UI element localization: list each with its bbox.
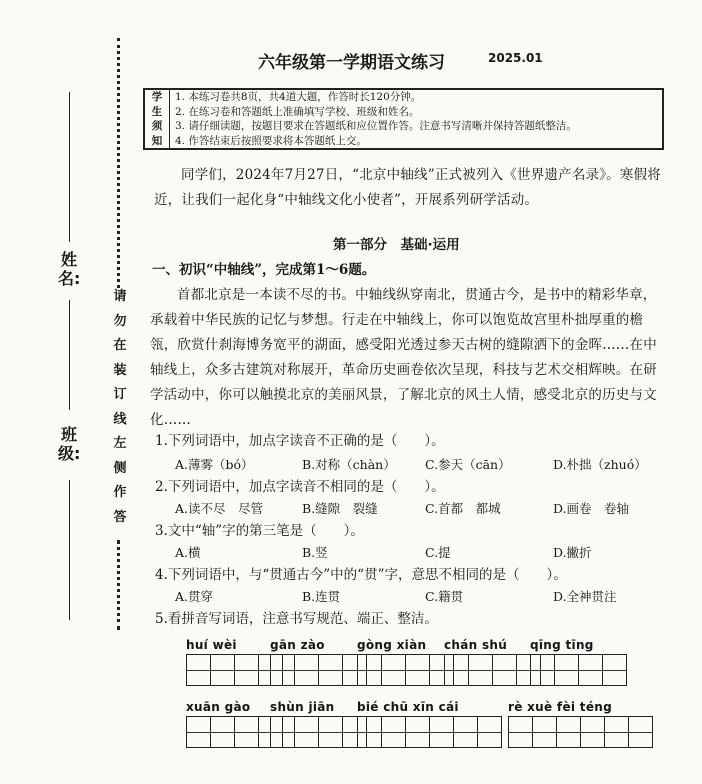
writing-cell[interactable] — [603, 655, 627, 685]
question-option[interactable]: B.竖 — [302, 545, 328, 560]
writing-cell[interactable] — [211, 655, 235, 685]
writing-cell[interactable] — [358, 655, 382, 685]
question-stem: 4.下列词语中，与“贯通古今”中的“贯”字，意思不相同的是（ ）。 — [155, 567, 567, 583]
notice-heading — [145, 90, 170, 148]
writing-cell[interactable] — [271, 717, 295, 747]
writing-cell[interactable] — [235, 655, 259, 685]
writing-grid[interactable] — [357, 654, 454, 686]
writing-grid[interactable] — [357, 716, 502, 748]
question-option[interactable]: D.全神贯注 — [553, 589, 617, 604]
binding-warning-char: 订 — [113, 387, 127, 402]
writing-cell[interactable] — [493, 655, 517, 685]
question-option[interactable]: D.朴拙（zhuó） — [553, 457, 647, 472]
writing-cell[interactable] — [319, 655, 343, 685]
writing-cell[interactable] — [629, 717, 653, 747]
pinyin-text: xuān gào — [186, 700, 251, 714]
writing-cell[interactable] — [469, 655, 493, 685]
binding-warning-char: 侧 — [113, 460, 127, 476]
notice-box — [143, 88, 664, 150]
question-option[interactable]: D.画卷 卷轴 — [553, 501, 630, 516]
notice-heading-char: 学 — [151, 91, 163, 103]
binding-warning-char: 答 — [113, 509, 127, 525]
binding-warning-char: 在 — [113, 338, 127, 353]
pinyin-text: rè xuè fèi téng — [508, 700, 612, 714]
pinyin-text: qīng tīng — [530, 638, 594, 652]
question-option[interactable]: D.撇折 — [553, 545, 592, 560]
writing-grid[interactable] — [270, 716, 367, 748]
question-option[interactable]: C.籍贯 — [425, 589, 464, 604]
notice-heading-char: 须 — [151, 120, 163, 132]
question-stem: 5.看拼音写词语，注意书写规范、端正、整洁。 — [155, 611, 438, 627]
binding-warning-char: 左 — [113, 436, 127, 451]
pinyin-item — [357, 700, 502, 748]
question-option[interactable]: A.读不尽 尽管 — [175, 501, 264, 516]
pinyin-text: shùn jiān — [270, 700, 335, 714]
notice-heading-char: 知 — [151, 134, 163, 147]
writing-cell[interactable] — [211, 717, 235, 747]
writing-cell[interactable] — [358, 717, 382, 747]
pinyin-item — [270, 638, 367, 686]
pinyin-text: gòng xiàn — [357, 638, 427, 652]
writing-grid[interactable] — [186, 654, 283, 686]
writing-cell[interactable] — [533, 717, 557, 747]
binding-warning-char: 作 — [113, 485, 127, 500]
writing-grid[interactable] — [444, 654, 541, 686]
writing-cell[interactable] — [382, 655, 406, 685]
writing-cell[interactable] — [454, 717, 478, 747]
writing-cell[interactable] — [319, 717, 343, 747]
question-option[interactable]: B.缝隙 裂缝 — [302, 501, 378, 516]
writing-cell[interactable] — [579, 655, 603, 685]
binding-warning — [110, 285, 130, 530]
writing-cell[interactable] — [445, 655, 469, 685]
pinyin-item — [357, 638, 454, 686]
writing-cell[interactable] — [382, 717, 406, 747]
binding-warning-char: 勿 — [113, 313, 127, 329]
pinyin-item — [186, 638, 283, 686]
writing-cell[interactable] — [295, 717, 319, 747]
writing-grid[interactable] — [186, 716, 283, 748]
part-title: 第一部分 基础·运用 — [333, 237, 460, 253]
question-stem: 2.下列词语中，加点字读音不相同的是（ ）。 — [155, 479, 445, 495]
pinyin-text: huí wèi — [186, 638, 237, 652]
pinyin-text: bié chū xīn cái — [357, 700, 459, 714]
question-option[interactable]: A.贯穿 — [175, 589, 214, 604]
notice-rules — [175, 90, 658, 148]
writing-cell[interactable] — [406, 717, 430, 747]
binding-warning-char: 线 — [113, 411, 127, 427]
writing-grid[interactable] — [270, 654, 367, 686]
writing-grid[interactable] — [508, 716, 653, 748]
question-option[interactable]: A.薄雾（bó） — [175, 457, 254, 472]
writing-cell[interactable] — [531, 655, 555, 685]
name-underline — [69, 92, 70, 242]
name-label: 姓名: — [58, 250, 81, 288]
writing-cell[interactable] — [581, 717, 605, 747]
writing-cell[interactable] — [187, 655, 211, 685]
pinyin-item — [508, 700, 653, 748]
notice-rule: 1. 本练习卷共8页，共4道大题，作答时长120分钟。 — [175, 91, 422, 103]
notice-rule: 2. 在练习卷和答题纸上准确填写学校、班级和姓名。 — [175, 105, 420, 118]
writing-cell[interactable] — [187, 717, 211, 747]
pinyin-text: gān zào — [270, 638, 325, 652]
page-title: 六年级第一学期语文练习 — [258, 53, 445, 73]
section-heading: 一、初识“中轴线”，完成第1～6题。 — [152, 262, 376, 278]
writing-cell[interactable] — [557, 717, 581, 747]
pinyin-item — [270, 700, 367, 748]
question-option[interactable]: C.首都 都城 — [425, 501, 501, 516]
writing-cell[interactable] — [605, 717, 629, 747]
writing-cell[interactable] — [295, 655, 319, 685]
binding-warning-char: 请 — [113, 289, 127, 304]
pinyin-item — [186, 700, 283, 748]
pinyin-item — [444, 638, 541, 686]
question-option[interactable]: A.横 — [175, 545, 201, 560]
writing-cell[interactable] — [235, 717, 259, 747]
writing-cell[interactable] — [555, 655, 579, 685]
question-option[interactable]: C.提 — [425, 545, 451, 560]
class-label: 班级: — [58, 425, 81, 463]
question-stem: 1.下列词语中，加点字读音不正确的是（ ）。 — [155, 433, 445, 449]
writing-cell[interactable] — [271, 655, 295, 685]
class-underline — [69, 300, 70, 410]
binding-warning-char: 装 — [113, 362, 127, 378]
notice-rule: 4. 作答结束后按照要求将本答题纸上交。 — [175, 134, 367, 147]
notice-rule: 3. 请仔细读题，按题目要求在答题纸和应位置作答。注意书写清晰并保持答题纸整洁。 — [175, 120, 577, 132]
notice-heading-char: 生 — [151, 105, 163, 118]
writing-cell[interactable] — [509, 717, 533, 747]
reading-passage: 首都北京是一本读不尽的书。中轴线纵穿南北，贯通古今，是书中的精彩华章，承载着中华民族的记忆与梦想。行走在中轴线上，你可以饱览故宫里朴拙厚重的檐瓴，欣赏什刹海博务宽平的湖面，感受阳光透过参天古树的缝隙洒下的金晖……在中轴线上，众多古建筑对称展开，革命历史画卷依次呈现，科技与艺术交相辉映。在研学活动中，你可以触摸北京的美丽风景，了解北京的风土人情，感受北京的历史与文化…… — [150, 287, 657, 428]
pinyin-item — [530, 638, 627, 686]
writing-cell[interactable] — [406, 655, 430, 685]
binding-line-bottom — [117, 540, 120, 630]
intro-paragraph: 同学们，2024年7月27日，“北京中轴线”正式被列入《世界遗产名录》。寒假将近，让我们一起化身“中轴线文化小使者”，开展系列研学活动。 — [154, 167, 661, 208]
exam-date: 2025.01 — [488, 51, 543, 65]
class-underline-lower — [69, 480, 70, 620]
question-stem: 3.文中“轴”字的第三笔是（ ）。 — [155, 523, 364, 539]
pinyin-text: chán shú — [444, 638, 508, 652]
question-option[interactable]: C.参天（cān） — [425, 457, 511, 472]
question-option[interactable]: B.连贯 — [302, 589, 341, 604]
question-option[interactable]: B.对称（chàn） — [302, 457, 396, 472]
writing-cell[interactable] — [430, 717, 454, 747]
binding-line-top — [117, 38, 120, 288]
writing-cell[interactable] — [478, 717, 502, 747]
writing-grid[interactable] — [530, 654, 627, 686]
